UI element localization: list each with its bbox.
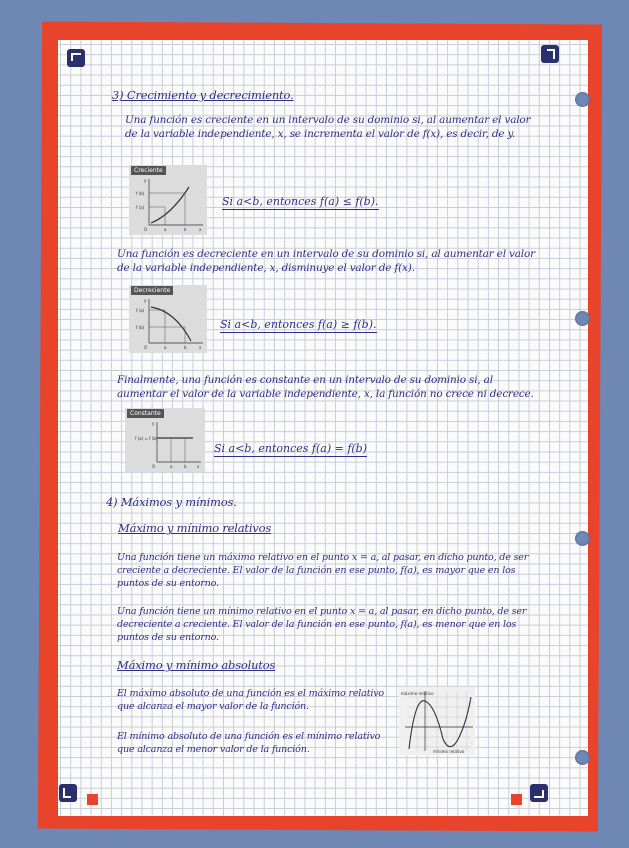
figure-title: Decreciente <box>131 286 173 295</box>
section-heading-maximos: 4) Máximos y mínimos. <box>106 495 237 509</box>
paragraph-max-absoluto: El máximo absoluto de una función es el máximo relativo que alcanza el mayor valor de la función. <box>117 688 385 712</box>
tick-label: b <box>184 464 187 469</box>
tick-label: y <box>144 298 147 303</box>
paragraph-creciente: Una función es creciente en un intervalo de su dominio si, al aumentar el valor de la variable independiente, x, se incrementa el valor de f(x), es decir, de y. <box>125 114 531 140</box>
corner-square <box>87 794 98 805</box>
tick-label: f (a) = f (b) <box>135 436 158 441</box>
corner-mark-icon <box>67 49 85 67</box>
label-maximo: máximo relativo <box>401 691 434 696</box>
graph-decreciente <box>129 285 207 353</box>
formula-creciente: Si a<b, entonces f(a) ≤ f(b). <box>222 195 379 208</box>
tick-label: a <box>164 345 167 350</box>
tick-label: x <box>199 345 202 350</box>
tick-label: x <box>197 464 200 469</box>
tick-label: a <box>164 227 167 232</box>
tick-label: f (b) <box>136 325 145 330</box>
binder-hole <box>575 531 590 546</box>
corner-mark-icon <box>530 784 548 802</box>
tick-label: O <box>144 345 148 350</box>
tick-label: f (b) <box>136 191 145 196</box>
paragraph-constante: Finalmente, una función es constante en un intervalo de su dominio si, al aumentar el valor de la variable independiente, x, la función no crece ni decrece. <box>117 374 534 400</box>
tick-label: b <box>184 227 187 232</box>
paragraph-min-absoluto: El mínimo absoluto de una función es el mínimo relativo que alcanza el menor valor de la función. <box>117 731 381 755</box>
tick-label: b <box>184 345 187 350</box>
tick-label: x <box>199 227 202 232</box>
corner-mark-icon <box>541 45 559 63</box>
figure-title: Constante <box>127 409 164 418</box>
figure-decreciente <box>129 285 207 353</box>
tick-label: O <box>152 464 156 469</box>
binder-hole <box>575 750 590 765</box>
graph-creciente <box>129 165 207 235</box>
formula-decreciente: Si a<b, entonces f(a) ≥ f(b). <box>220 318 377 331</box>
figure-extremos <box>399 687 475 755</box>
graph-constante <box>125 408 205 472</box>
formula-constante: Si a<b, entonces f(a) = f(b) <box>214 442 368 455</box>
tick-label: O <box>144 227 148 232</box>
figure-constante <box>125 408 205 472</box>
tick-label: a <box>170 464 173 469</box>
label-minimo: mínimo relativo <box>433 749 465 754</box>
corner-mark-icon <box>59 784 77 802</box>
tick-label: f (a) <box>136 205 145 210</box>
paragraph-min-relativo: Una función tiene un mínimo relativo en el punto x = a, al pasar, en dicho punto, de ser decreciente a creciente. El valor de la función en ese punto, f(a), es menor que en los puntos de su entorno. <box>117 606 527 643</box>
tick-label: y <box>152 421 155 426</box>
paragraph-max-relativo: Una función tiene un máximo relativo en el punto x = a, al pasar, en dicho punto, de ser creciente a decreciente. El valor de la función en ese punto, f(a), es mayor que en los puntos de su entorno. <box>117 552 529 589</box>
subheading-relativos: Máximo y mínimo relativos <box>118 521 272 535</box>
corner-square <box>511 794 522 805</box>
binder-hole <box>575 311 590 326</box>
tick-label: f (a) <box>136 308 145 313</box>
paragraph-decreciente: Una función es decreciente en un intervalo de su dominio si, al aumentar el valor de la variable independiente, x, disminuye el valor de f(x). <box>117 248 535 274</box>
graph-extremos <box>399 687 475 755</box>
figure-creciente <box>129 165 207 235</box>
figure-title: Creciente <box>131 166 166 175</box>
section-heading-crecimiento: 3) Crecimiento y decrecimiento. <box>112 88 294 102</box>
tick-label: y <box>144 178 147 183</box>
subheading-absolutos: Máximo y mínimo absolutos <box>117 658 276 672</box>
binder-hole <box>575 92 590 107</box>
